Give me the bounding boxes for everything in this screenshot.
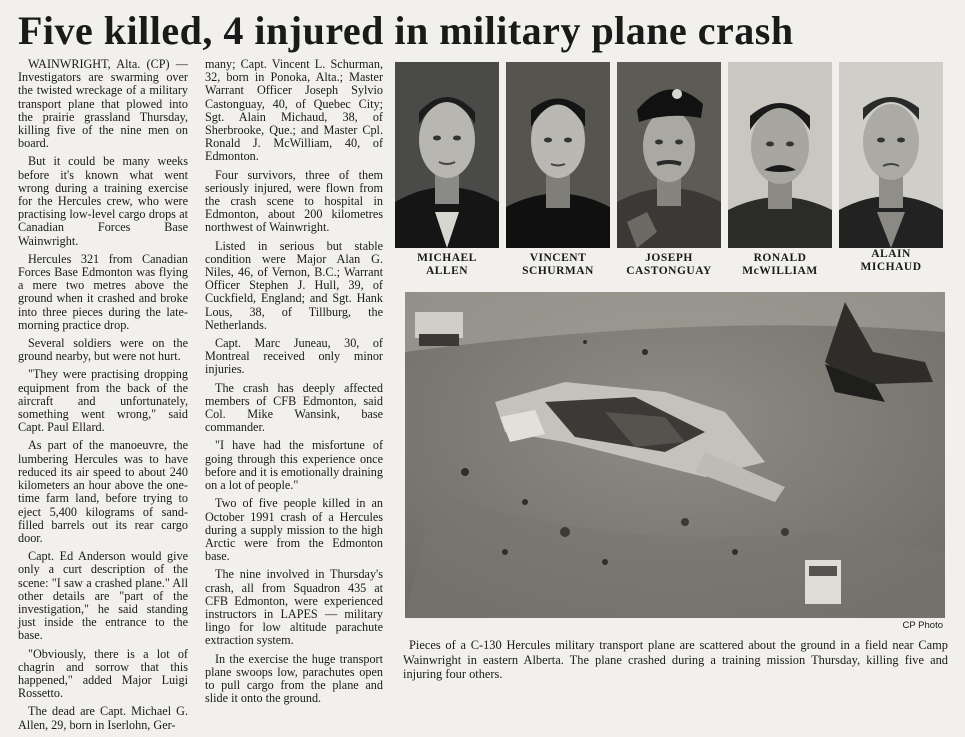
portrait-photo — [839, 62, 943, 248]
portrait-name — [836, 248, 946, 274]
crash-site-photo — [405, 292, 945, 618]
portrait-photo — [506, 62, 610, 248]
first-name: MICHAEL — [417, 252, 477, 264]
paragraph: Listed in serious but stable condition were Major Alan G. Niles, 46, of Vernon, B.C.; Warrant Officer Stephen J. Hull, 39, of Cuckfield, England; and Sgt. Hank Lous, 38, of Tillburg, the Netherlands. — [205, 238, 383, 332]
paragraph: "They were practising dropping equipment from the back of the aircraft and unfortunately, something went wrong," said Capt. Paul Ellard. — [18, 367, 188, 435]
first-name: VINCENT — [529, 252, 587, 264]
last-name: McWILLIAM — [742, 265, 818, 277]
paragraph: Two of five people killed in an October 1991 crash of a Hercules during a supply mission to the high Arctic were from the Edmonton base. — [205, 496, 383, 564]
last-name: SCHURMAN — [522, 265, 594, 277]
paragraph: Capt. Marc Juneau, 30, of Montreal received only minor injuries. — [205, 336, 383, 377]
paragraph: The crash has deeply affected members of CFB Edmonton, said Col. Mike Wansink, base commander. — [205, 380, 383, 435]
portrait-photo — [617, 62, 721, 248]
paragraph: "I have had the misfortune of going through this experience once before and it is emotionally draining on a lot of people." — [205, 438, 383, 493]
paragraph: "Obviously, there is a lot of chagrin and sorrow that this happened," added Major Luigi Rossetto. — [18, 646, 188, 701]
article-column-1 — [18, 58, 188, 737]
paragraph: The nine involved in Thursday's crash, all from Squadron 435 at CFB Edmonton, were experienced instructors in LAPES — military lingo for low altitude parachute extraction system. — [205, 567, 383, 648]
portrait-photo — [395, 62, 499, 248]
portrait-photo — [728, 62, 832, 248]
first-name: JOSEPH — [645, 252, 693, 264]
portrait-name — [614, 252, 724, 278]
paragraph: Capt. Ed Anderson would give only a curt description of the scene: "I saw a crashed plane." All other details are "part of the investigation," he said standing just inside the entrance to the base. — [18, 549, 188, 643]
paragraph: Hercules 321 from Canadian Forces Base Edmonton was flying a mere two metres above the ground when it crashed and broke into three pieces during the late-morning practice drop. — [18, 251, 188, 332]
paragraph: In the exercise the huge transport plane swoops low, parachutes open to pull cargo from the plane and slide it onto the ground. — [205, 651, 383, 706]
victim-portraits — [395, 62, 950, 284]
paragraph: But it could be many weeks before it's known what went wrong during a training exercise for the Hercules crew, who were practising low-level cargo drops at Canadian Forces Base Wainwright. — [18, 154, 188, 248]
paragraph: many; Capt. Vincent L. Schurman, 32, born in Ponoka, Alta.; Master Warrant Officer Joseph Sylvio Castonguay, 40, of Quebec City; Sgt. Alain Michaud, 38, of Sherbrooke, Que.; and Master Cpl. Ronald J. McWilliam, 40, of Edmonton. — [205, 57, 383, 164]
last-name: ALLEN — [425, 265, 469, 277]
photo-caption: Pieces of a C-130 Hercules military transport plane are scattered about the ground in a field near Camp Wainwright in eastern Alberta. The plane crashed during a training mission Thursday, killing five and injuring four others. — [403, 638, 948, 681]
portrait-name — [503, 252, 613, 278]
portrait-name — [392, 252, 502, 278]
paragraph: WAINWRIGHT, Alta. (CP) — Investigators are swarming over the twisted wreckage of a military transport plane that plowed into the prairie grassland Thursday, killing five of the nine men on board. — [18, 57, 188, 151]
article-column-2 — [205, 58, 383, 710]
first-name: ALAIN — [871, 248, 911, 260]
portrait-name — [725, 252, 835, 278]
paragraph: Several soldiers were on the ground nearby, but were not hurt. — [18, 336, 188, 364]
photo-credit: CP Photo — [902, 620, 943, 631]
paragraph: Four survivors, three of them seriously injured, were flown from the crash scene to hospital in Edmonton, about 200 kilometres northwest of Wainwright. — [205, 167, 383, 235]
paragraph: The dead are Capt. Michael G. Allen, 29, born in Iserlohn, Ger- — [18, 704, 188, 732]
last-name: MICHAUD — [860, 261, 922, 273]
headline: Five killed, 4 injured in military plane crash — [18, 8, 794, 53]
paragraph: As part of the manoeuvre, the lumbering Hercules was to have reduced its air speed to about 240 kilometers an hour above the one-time farm land, before trying to eject 5,400 kilograms of sand-filled barrels out its rear cargo door. — [18, 438, 188, 545]
first-name: RONALD — [753, 252, 807, 264]
last-name: CASTONGUAY — [626, 265, 712, 277]
